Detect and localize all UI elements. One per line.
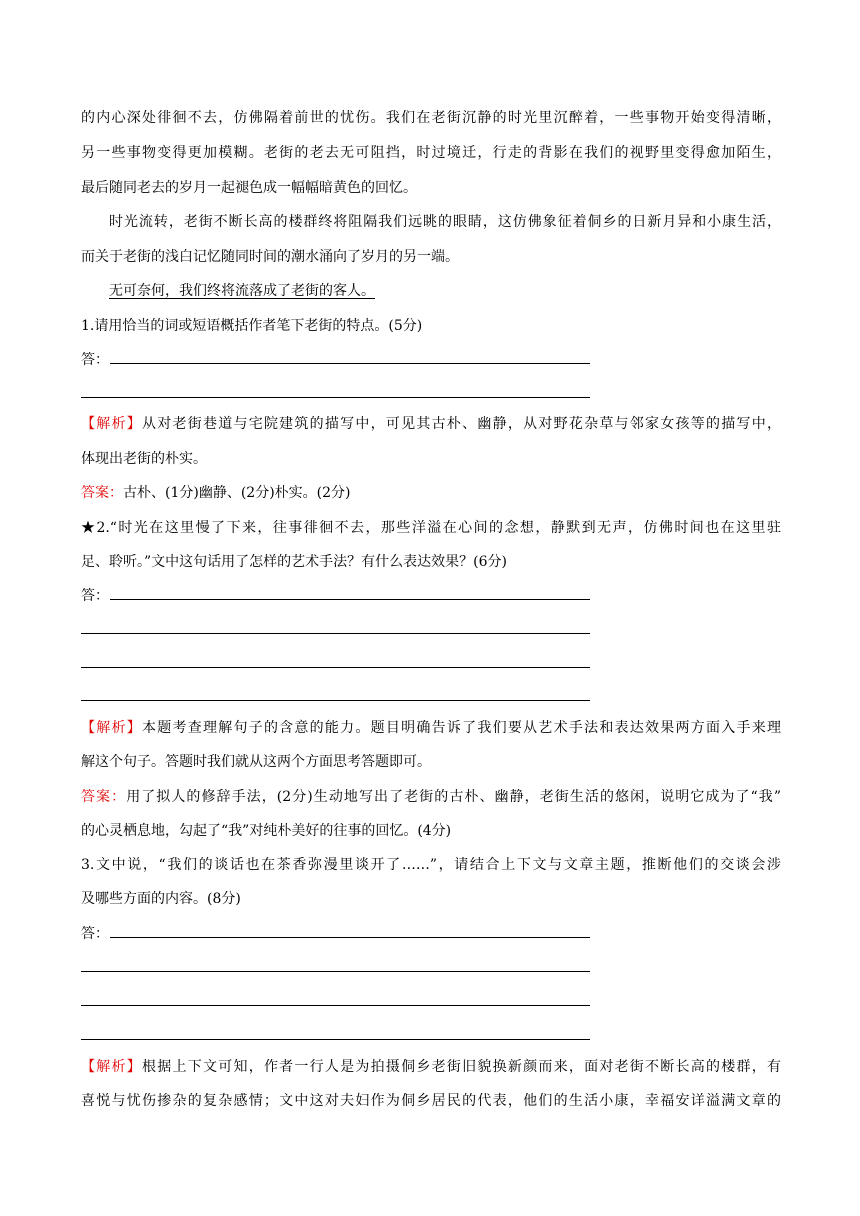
answer-blank-line bbox=[110, 599, 590, 600]
answer-tag: 答案： bbox=[81, 485, 123, 501]
answer-blank-line bbox=[81, 1039, 590, 1040]
q2-analysis-cont: 解这个句子。答题时我们就从这两个方面思考答题即可。 bbox=[81, 754, 431, 770]
q1-answer bbox=[81, 483, 781, 503]
question-3-cont: 及哪些方面的内容。(8分) bbox=[81, 891, 241, 907]
q1-analysis-cont: 体现出老街的朴实。 bbox=[81, 451, 207, 467]
answer-blank-line bbox=[81, 700, 590, 701]
q1-analysis bbox=[81, 414, 781, 434]
passage-line: 另一些事物变得更加模糊。老街的老去无可阻挡，时过境迁，行走的背影在我们的视野里变得愈加陌生， bbox=[81, 145, 781, 161]
passage-line: 的内心深处徘徊不去，仿佛隔着前世的忧伤。我们在老街沉静的时光里沉醉着，一些事物开始变得清晰， bbox=[81, 110, 781, 126]
q3-analysis-cont: 喜悦与忧伤掺杂的复杂感情；文中这对夫妇作为侗乡居民的代表，他们的生活小康，幸福安详溢满文章的 bbox=[81, 1093, 781, 1109]
passage-line: 时光流转，老街不断长高的楼群终将阻隔我们远眺的眼睛，这仿佛象征着侗乡的日新月异和小康生活， bbox=[109, 214, 781, 230]
analysis-text: 从对老街巷道与宅院建筑的描写中，可见其古朴、幽静，从对野花杂草与邻家女孩等的描写中， bbox=[141, 416, 782, 432]
analysis-tag: 【解析】 bbox=[81, 416, 142, 432]
q2-answer-cont: 的心灵栖息地，勾起了“我”对纯朴美好的往事的回忆。(4分) bbox=[81, 823, 452, 839]
passage-line-underlined bbox=[109, 281, 375, 301]
answer-blank-line bbox=[81, 667, 590, 668]
answer-label: 答： bbox=[81, 588, 109, 604]
question-1: 1.请用恰当的词或短语概括作者笔下老街的特点。(5分) bbox=[81, 318, 423, 334]
q2-answer bbox=[81, 787, 781, 807]
answer-blank-line bbox=[81, 633, 590, 634]
passage-line: 而关于老街的浅白记忆随同时间的潮水涌向了岁月的另一端。 bbox=[81, 249, 459, 265]
analysis-text: 本题考查理解句子的含意的能力。题目明确告诉了我们要从艺术手法和表达效果两方面入手来理 bbox=[141, 720, 782, 736]
analysis-tag: 【解析】 bbox=[81, 720, 142, 736]
answer-blank-line bbox=[81, 1005, 590, 1006]
answer-label: 答： bbox=[81, 352, 109, 368]
question-2-cont: 足、聆听。”文中这句话用了怎样的艺术手法？有什么表达效果？(6分) bbox=[81, 554, 507, 570]
analysis-text: 根据上下文可知，作者一行人是为拍摄侗乡老街旧貌换新颜而来，面对老街不断长高的楼群，有 bbox=[141, 1059, 782, 1075]
answer-text: 用了拟人的修辞手法，(2分)生动地写出了老街的古朴、幽静，老街生活的悠闲，说明它成为了“我” bbox=[126, 789, 781, 805]
q2-analysis bbox=[81, 718, 781, 738]
answer-blank-line bbox=[81, 397, 590, 398]
passage-line: 最后随同老去的岁月一起褪色成一幅幅暗黄色的回忆。 bbox=[81, 180, 417, 196]
q3-analysis bbox=[81, 1057, 781, 1077]
answer-blank-line bbox=[81, 971, 590, 972]
answer-blank-line bbox=[110, 937, 590, 938]
analysis-tag: 【解析】 bbox=[81, 1059, 142, 1075]
question-2: ★2.“时光在这里慢了下来，往事徘徊不去，那些洋溢在心间的念想，静默到无声，仿佛时间也在这里驻 bbox=[81, 520, 781, 536]
question-3: 3.文中说，“我们的谈话也在茶香弥漫里谈开了……”，请结合上下文与文章主题，推断他们的交谈会涉 bbox=[81, 857, 781, 873]
answer-blank-line bbox=[110, 363, 590, 364]
answer-label: 答： bbox=[81, 926, 109, 942]
answer-text: 古朴、(1分)幽静、(2分)朴实。(2分) bbox=[123, 485, 351, 501]
underlined-sentence: 无可奈何，我们终将流落成了老街的客人。 bbox=[109, 283, 375, 299]
answer-tag: 答案： bbox=[81, 789, 127, 805]
